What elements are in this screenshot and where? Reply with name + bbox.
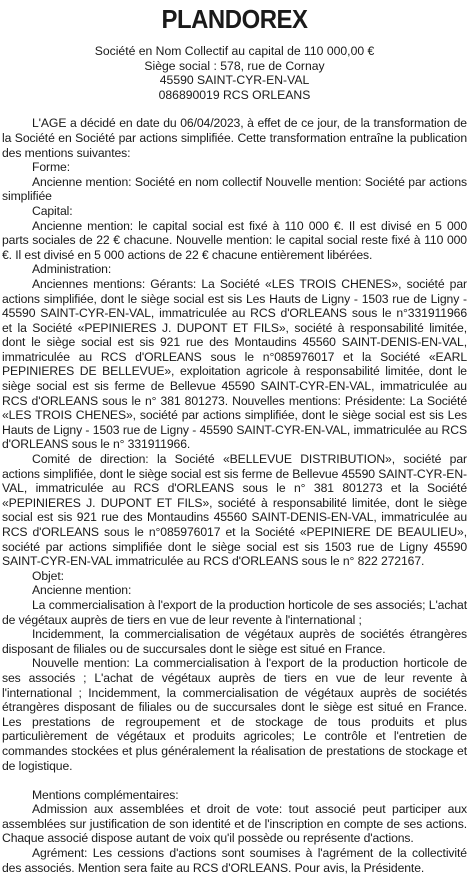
objet-label: Objet: bbox=[32, 568, 64, 583]
ancienne-mention-label: Ancienne mention: bbox=[32, 583, 132, 598]
registered-office-city: 45590 SAINT-CYR-EN-VAL bbox=[159, 73, 310, 88]
company-form-capital: Société en Nom Collectif au capital de 110 000,00 € bbox=[94, 44, 375, 58]
forme-label: Forme: bbox=[32, 160, 70, 175]
admission-paragraph: Admission aux assemblées et droit de vote: tout associé peut participer aux assemblées sur justification de son identité et de l'inscription en compte de ses actions. Chaque associé dispose autant de voix qu'il possède ou représente d'actions. bbox=[2, 802, 467, 846]
intro-paragraph: L'AGE a décidé en date du 06/04/2023, à effet de ce jour, de la transformation de la Société en Société par actions simplifiée. Cette transformation entraîne la publication des mentions suivantes: bbox=[2, 116, 467, 160]
agrement-paragraph: Agrément: Les cessions d'actions sont soumises à l'agrément de la collectivité des associés. Mention sera faite au RCS d'ORLEANS. Pour avis, la Présidente. bbox=[2, 846, 467, 875]
forme-paragraph: Ancienne mention: Société en nom collectif Nouvelle mention: Société par actions simplifiée bbox=[2, 174, 467, 204]
company-title: PLANDOREX bbox=[161, 4, 308, 34]
rcs-number: 086890019 RCS ORLEANS bbox=[158, 87, 311, 102]
complementaires-label: Mentions complémentaires: bbox=[32, 787, 179, 802]
comite-paragraph: Comité de direction: la Société «BELLEVUE DISTRIBUTION», société par actions simplifiée, dont le siège social est sis ferme de Bellevue 45590 SAINT-CYR-EN-VAL, immatriculée au RCS d'ORLEANS sous le n° 381 801273 et la Société «PEPINIERES J. DUPONT ET FILS», société à responsabilité limitée, dont le siège social est sis 921 rue des Montaudins 45560 SAINT-DENIS-EN-VAL, immatriculée au RCS d'ORLEANS sous le n°085976017 et la Société «PEPINIERE DE BEAULIEU», société par actions simplifiée dont le siège social est sis 1503 rue de Ligny 45590 SAINT-CYR-EN-VAL immatriculée au RCS d'ORLEANS sous le n° 822 272167. bbox=[2, 452, 467, 569]
administration-paragraph: Anciennes mentions: Gérants: La Société «LES TROIS CHENES», société par actions simplifiée, dont le siège social est sis Les Hauts de Ligny - 1503 rue de Ligny - 45590 SAINT-CYR-EN-VAL, immatriculée au RCS d'ORLEANS sous le n°331911966 et la Société «PEPINIERES J. DUPONT ET FILS», société à responsabilité limitée, dont le siège social est sis 921 rue des Montaudins 45560 SAINT-DENIS-EN-VAL, immatriculée au RCS d'ORLEANS sous le n°085976017 et la Société «EARL PEPINIERES DE BELLEVUE», exploitation agricole à responsabilité limitée, dont le siège social est sis ferme de Bellevue 45590 SAINT-CYR-EN-VAL, immatriculée au RCS d'ORLEANS sous le n° 381 801273. Nouvelles mentions: Présidente: La Société «LES TROIS CHENES», société par actions simplifiée, dont le siège social est sis Les Hauts de Ligny - 1503 rue de Ligny - 45590 SAINT-CYR-EN-VAL, immatriculée au RCS d'ORLEANS sous le n° 331911966. bbox=[2, 276, 467, 452]
capital-label: Capital: bbox=[32, 203, 73, 218]
notice-body bbox=[2, 116, 467, 875]
capital-paragraph: Ancienne mention: le capital social est fixé à 110 000 €. Il est divisé en 5 000 parts sociales de 22 € chacune. Nouvelle mention: le capital social reste fixé à 110 000 €. Il est divisé en 5 000 actions de 22 € chacune entièrement libérées. bbox=[2, 218, 467, 262]
objet-paragraph-1: La commercialisation à l'export de la production horticole de ses associés; L'achat de végétaux auprès de tiers en vue de leur revente à l'international ; bbox=[2, 597, 467, 627]
registered-office-street: Siège social : 578, rue de Cornay bbox=[144, 58, 325, 73]
company-header bbox=[2, 44, 467, 102]
administration-label: Administration: bbox=[32, 262, 112, 277]
objet-paragraph-3: Nouvelle mention: La commercialisation à l'export de la production horticole de ses associés ; L'achat de végétaux auprès de tiers en vue de leur revente à l'international ; Incidemment, la commercialisation de végétaux auprès de sociétés étrangères disposant de filiales ou de succursales dont le siège est situé en France. Les prestations de regroupement et de stockage de tous produits et plus particulièrement de végétaux et produits agricoles; Le contrôle et l'entretien de commandes stockées et plus généralement la réalisation de prestations de stockage et de logistique. bbox=[2, 656, 467, 773]
spacer bbox=[2, 773, 467, 788]
objet-paragraph-2: Incidemment, la commercialisation de végétaux auprès de sociétés étrangères disposant de filiales ou de succursales dont le siège est situé en France. bbox=[2, 627, 467, 656]
